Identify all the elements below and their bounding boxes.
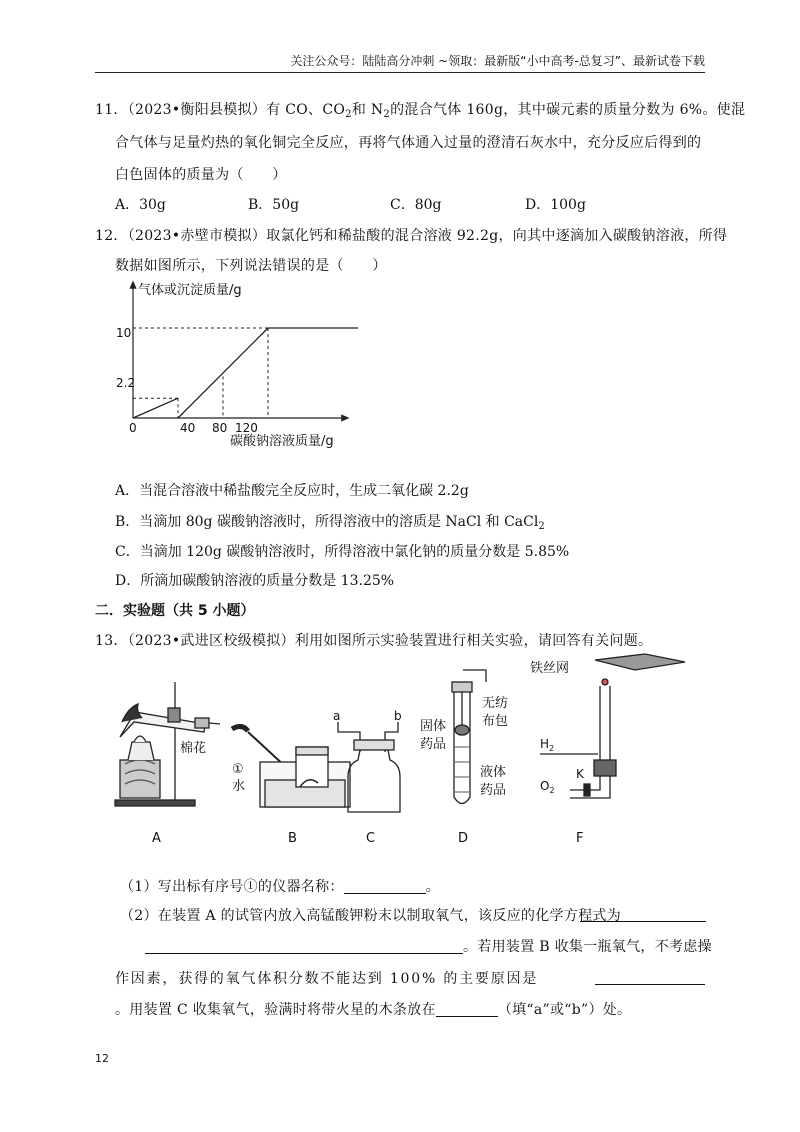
q13-part2-line4: 。用装置 C 收集氧气，验满时将带火星的木条放在 （填“a”或“b”）处。 bbox=[115, 1002, 632, 1018]
apparatus-d-nonwoven-label-2: 布包 bbox=[482, 714, 509, 729]
apparatus-d-liquid-label-1: 液体 bbox=[480, 765, 507, 780]
apparatus-figure bbox=[100, 652, 710, 847]
apparatus-f-o2-label: $O_2$ bbox=[540, 779, 555, 795]
apparatus-a-cotton-label: 棉花 bbox=[180, 741, 207, 756]
q13-part1: （1）写出标有序号①的仪器名称： 。 bbox=[120, 879, 441, 895]
chart-y-tick-10: 10 bbox=[116, 326, 132, 340]
chart-x-label: 碳酸钠溶液质量/g bbox=[230, 434, 334, 449]
q13-equation-blank-2[interactable] bbox=[145, 939, 463, 954]
figure-label-d: D bbox=[458, 831, 469, 846]
q11-option-d: D．100g bbox=[525, 197, 586, 213]
apparatus-f-h2-label: $H_2$ bbox=[540, 737, 555, 753]
q11-option-b: B．50g bbox=[248, 197, 300, 213]
apparatus-f-k-label: K bbox=[576, 767, 584, 781]
q11-line2: 合气体与足量灼热的氧化铜完全反应，再将气体通入过量的澄清石灰水中，充分反应后得到的 bbox=[115, 135, 702, 151]
q12-option-d: D．所滴加碳酸钠溶液的质量分数是 13.25% bbox=[115, 573, 395, 589]
q11-option-c: C．80g bbox=[390, 197, 442, 213]
chart-y-tick-2-2: 2.2 bbox=[116, 376, 136, 390]
figure-label-a: A bbox=[152, 831, 161, 846]
q13-part2-line3: 作因素，获得的氧气体积分数不能达到 100% 的主要原因是 bbox=[115, 971, 539, 987]
q12-option-b: B．当滴加 80g 碳酸钠溶液时，所得溶液中的溶质是 NaCl 和 CaCl$_2$ bbox=[115, 514, 545, 532]
q11-line3: 白色固体的质量为（ ） bbox=[115, 167, 287, 183]
q13-part1-blank[interactable] bbox=[344, 879, 426, 894]
figure-label-b: B bbox=[288, 831, 297, 846]
apparatus-b bbox=[232, 726, 350, 807]
q11-number: 11． bbox=[95, 102, 128, 118]
apparatus-d-solid-label-2: 药品 bbox=[420, 737, 447, 752]
section-title: 二．实验题（共 5 小题） bbox=[95, 603, 255, 619]
figure-label-c: C bbox=[366, 831, 376, 846]
chart-series-1-segment-0 bbox=[178, 328, 268, 418]
q11-option-a: A．30g bbox=[115, 197, 166, 213]
q12-number: 12． bbox=[95, 228, 128, 244]
chart-x-tick-40: 40 bbox=[180, 421, 196, 435]
q12-line2: 数据如图所示，下列说法错误的是（ ） bbox=[115, 258, 387, 274]
apparatus-b-circle-label: ① bbox=[232, 762, 244, 777]
q12-option-c: C．当滴加 120g 碳酸钠溶液时，所得溶液中氯化钠的质量分数是 5.85% bbox=[115, 544, 570, 560]
apparatus-b-water-label: 水 bbox=[232, 779, 246, 794]
q11-line1: 11．（2023•衡阳县模拟）有 CO、$CO_2$和 $N_2$的混合气体 160g，其中碳元素的质量分数为 6%。使混 bbox=[95, 102, 746, 120]
chart-x-tick-80: 80 bbox=[212, 421, 228, 435]
chart-series-0-segment-0 bbox=[133, 398, 178, 418]
q13-number: 13． bbox=[95, 633, 128, 649]
q13-reason-blank[interactable] bbox=[595, 970, 705, 985]
apparatus-c-a-label: a bbox=[333, 709, 341, 723]
chart-x-tick-120: 120 bbox=[235, 421, 258, 435]
page-number: 12 bbox=[95, 1052, 109, 1065]
q12-line1: 12．（2023•赤壁市模拟）取氯化钙和稀盐酸的混合溶液 92.2g，向其中逐滴加入碳酸钠溶液，所得 bbox=[95, 228, 728, 244]
q13-part2-line1: （2）在装置 A 的试管内放入高锰酸钾粉末以制取氧气，该反应的化学方程式为 bbox=[120, 908, 622, 924]
q13-equation-blank-1[interactable] bbox=[580, 907, 706, 922]
apparatus-f-iron-mesh-label: 铁丝网 bbox=[530, 661, 570, 676]
apparatus-c-b-label: b bbox=[394, 709, 402, 723]
apparatus-d-nonwoven-label-1: 无纺 bbox=[482, 696, 509, 711]
q13-part2-line2: 。若用装置 B 收集一瓶氧气，不考虑操 bbox=[145, 936, 712, 956]
chart-x-tick-0: 0 bbox=[129, 421, 137, 435]
q12-option-a: A．当混合溶液中稀盐酸完全反应时，生成二氧化碳 2.2g bbox=[115, 483, 469, 499]
header-rule bbox=[95, 72, 705, 73]
q12-chart bbox=[110, 278, 380, 458]
q13-ab-blank[interactable] bbox=[436, 1002, 498, 1017]
page-header: 关注公众号：陆陆高分冲刺 ~领取：最新版“小中高考-总复习”、最新试卷下载 bbox=[290, 54, 705, 68]
apparatus-d-solid-label-1: 固体 bbox=[420, 719, 447, 734]
chart-y-label: 气体或沉淀质量/g bbox=[138, 283, 242, 298]
figure-label-f: F bbox=[576, 831, 584, 846]
apparatus-d-liquid-label-2: 药品 bbox=[480, 783, 507, 798]
q13-line1: 13．（2023•武进区校级模拟）利用如图所示实验装置进行相关实验，请回答有关问题。 bbox=[95, 633, 653, 649]
